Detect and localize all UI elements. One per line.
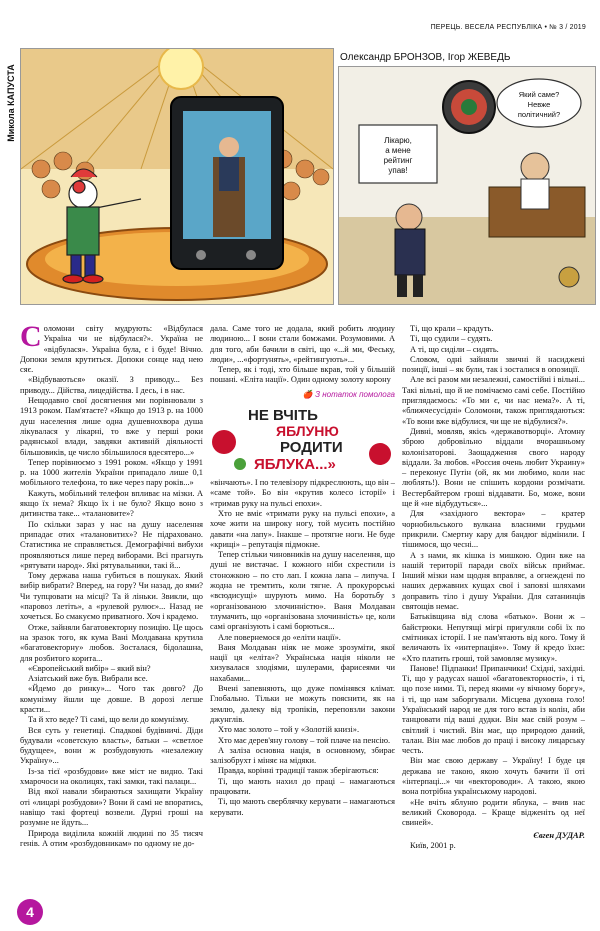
paragraph: Дивні, мовляв, якісь «державотворці». Атомну зброю добровільно віддали вчорашньому колонізаторові. Заощадження свого народу віддали. За любов. «Россия очень любит Украину» – переконує Путін (ой, як ми любимо, коли нас люблять!). Вони не спішить кордони розмічати. Вестербайтером гроші віддавати. Бо, може, вони ще й «не відбудуться»... <box>402 426 585 509</box>
svg-text:4: 4 <box>26 904 34 920</box>
svg-text:Який саме?: Який саме? <box>518 90 560 99</box>
article-column-1 <box>20 320 203 849</box>
article-column-2 <box>210 324 395 818</box>
article-column-3 <box>402 324 585 851</box>
paragraph: А з нами, як кішка із мишкою. Один вже на нашій території паради своїх військ приймає. Інший мізки нам щодня вправляє, а огнеждені по наших державних кущах свої і заповзі шляхами доправить тіло і душу України. Для сатанинців святощів немає. <box>402 550 585 612</box>
paragraph: Ті, що мають нахил до праці – намагаються працювати. <box>210 776 395 796</box>
title-line-1: НЕ ВЧІТЬ <box>248 407 318 425</box>
paragraph: Від якої навали збираються захищати Україну оті «лицарі розбудови»? Вони й самі не впоратись, навіщо такі фортеці возвели. Дурні гроші на розумне не йдуть... <box>20 787 203 828</box>
circus-tv-cartoon <box>20 48 334 305</box>
place-date: Київ, 2001 р. <box>410 840 456 850</box>
series-label: 🍎 З нотаток помолога <box>302 389 395 399</box>
paragraph: Тепер порівнюємо з 1991 роком. «Якщо у 1991 р. на 1000 жителів України припадало лише 0,1 мобільного телефона, то вже через пару років...» <box>20 457 203 488</box>
paragraph: Правда, корінні традиції також зберігаються: <box>218 766 379 776</box>
paragraph: Та й хто веде? Ті самі, що вели до комунізму. <box>28 715 189 725</box>
doctor-office-cartoon <box>338 66 596 305</box>
apple-icon: 🍎 <box>302 389 313 399</box>
magazine-header: ПЕРЕЦЬ. ВЕСЕЛА РЕСПУБЛІКА • № 3 / 2019 <box>430 24 586 31</box>
paragraph: Панове! Підпанки! Припанчики! Східні, західні. Ті, що у радусах нашої «багатовекторності», і ті, що позе ними. Ті, перед якими «у вічному боргу», і ті, що нам заборгували. Місцева духовна голо! Український народ не для того встав із колін, аби танцювати під ваші дудки. Він має свій розум – світлий і чистий. Він має, що природою даний, талан. Він має любов до праці і високу лицарську честь. <box>402 663 585 756</box>
drop-cap: С <box>20 320 42 353</box>
paragraph: «Не вчіть яблуню родити яблука, – вчив нас великий Сковорода. – Краще відженіть од неї свиней». <box>402 797 585 828</box>
svg-text:а мене: а мене <box>385 146 411 155</box>
paragraph: Тепер стільки чиновників на душу населення, що душі не вистачає. І кожного ніби схрестили із стоножкою – по сто лап. І кожна лапа – липуча. І жодна не тремтить, коли тягне. А прокурорські «всюдисущі» шурують мимо. На боротьбу з «організованою злочинністю». Ваня Молдаван тлумачить, що «організована злочинність» це, коли самі організують і самі борються... <box>210 550 395 632</box>
paragraph: «вінчають». І по телевізору підкреслюють, що він – «саме той». Бо він «крутив колесо історії» і «тримав руку на пульсі епохи». <box>210 478 395 508</box>
paragraph: «Європейський вибір» – який він? <box>28 663 151 673</box>
svg-text:упав!: упав! <box>388 166 408 175</box>
paragraph: Словом, одні зайняли звичні й насиджені позиції, інші – як були, так і зосталися в опозиції. <box>402 354 585 375</box>
svg-text:рейтинг: рейтинг <box>383 156 413 165</box>
paragraph: Отже, зайняли багатовекторну позицію. Це щось на зразок того, як кума Вані Молдавана крутила «багатовекторну» любов. Зосталася, бідолашна, для розбитого корита... <box>20 622 203 663</box>
paragraph: Він має свою державу – Україну! І буде ця держава не такою, якою хочуть бачити її оті «інтерпаці...» чи «вектороводи». А такою, якою вона потрібна українському народові. <box>402 756 585 797</box>
paragraph: Ті, що мають сверблячку керувати – намагаються керувати. <box>210 797 395 817</box>
paragraph: дала. Саме того не додала, який робить людину людиною... І вони стали бомжами. Розумовими. А для того, аби бачили в світі, що «...й ми, Феську, люди», ...«фортунять», «рейтингують»... <box>210 324 395 364</box>
paragraph: Тепер, як і тоді, хто більше вкрав, той у більшій пошані. «Еліта нації». Один одному золоту корону <box>210 365 395 385</box>
page-number <box>16 898 44 926</box>
paragraph: Ті, що крали – крадуть. <box>410 324 494 333</box>
paragraph: Нещодавно свої досягнення ми порівнювали з 1913 роком. Пам'ятаєте? «Якщо до 1913 р. на 1000 душ населення лише одна душевнохвора душа лікувалася у лікарні, то вже у перші роки радянської влади, завдяки активній діяльності більшовиків, це число збільшилося вдесятеро...» <box>20 396 203 457</box>
paragraph: Хто не вміє «тримати руку на пульсі епохи», а хоче жити на широку ногу, той мусить постійно давати «на лапу». Інакше – протягне ноги. Не буде «крищі» – репутація підмокне. <box>210 508 395 549</box>
title-line-4: ЯБЛУКА...» <box>254 456 336 473</box>
paragraph: Соломони світу мудрують: «Відбулася Україна чи не відбулася?». Україна не «відбулася». Україна була, є і буде! Вічно. Допоки земля крутиться. Допоки сонце над нею сяє. <box>20 320 203 375</box>
left-cartoon-author: Микола КАПУСТА <box>6 64 16 142</box>
right-cartoon-authors: Олександр БРОНЗОВ, Ігор ЖЕВЕДЬ <box>340 52 511 63</box>
svg-text:Лікарю,: Лікарю, <box>384 136 412 145</box>
paragraph: «Йдемо до ринку»... Чого так довго? До комунізму йшли ще довше. В дорозі легше красти... <box>20 684 203 714</box>
article-title <box>210 402 395 472</box>
paragraph: Вчені запевняють, що дуже помінявся клімат. Глобально. Тільки не можуть пояснити, як на землю, далеку від тропіків, переповзли закони джунглів. <box>210 684 395 724</box>
paragraph: Природа виділила кожній людині по 35 тисяч генів. А отим «розбудовникам» по одному не до- <box>20 828 203 848</box>
paragraph: Але повернемося до «еліти нації». <box>218 632 341 642</box>
paragraph: По скільки зараз у нас на душу населення припадає отих «талановитих»? Не підраховано. Статистика не справляється. Демографічні вибухи проявляються лише перед виборами. Всі прагнуть «рятувати народ». Які рятувальники, такі й... <box>20 519 203 570</box>
paragraph: А заліза основна нація, в основному, збирає залізобрухт і міняє на мідяки. <box>210 745 395 766</box>
paragraph: Хто має дерев'яну голову – той плаче на пенсію. <box>218 735 391 745</box>
title-line-3: РОДИТИ <box>280 439 343 457</box>
title-line-2: ЯБЛУНЮ <box>276 423 339 440</box>
svg-text:Невже: Невже <box>527 100 551 109</box>
paragraph: Ті, що судили – судять. <box>410 334 493 344</box>
paragraph: Але всі разом ми незалежні, самостійні і вільні... Такі вільні, що й не помічаємо самі себе. Постійно приглядаємось: «То ми є, чи нас нема?». А ті, «ближчесусідні» Соломони, також приглядаються: «То вони вже відбулися, чи ще не відбулися?». <box>402 375 585 426</box>
author-signature: Євген ДУДАР. <box>533 830 585 840</box>
paragraph: Із-за тієї «розбудови» вже міст не видно. Такі хмарочоси на околицях, такі замки, такі палаци... <box>20 766 203 787</box>
paragraph: Батьківщина від слова «батько». Вони ж – байстрюки. Непутящі мігрі пригуляли собі їх по смітниках історії. І не пам'ятають від кого. Тому й величають їх «интерпація»». Тому й кредо їхнє: «Хто платить гроші, той замовляє музику». <box>402 612 585 663</box>
paragraph: А ті, що сиділи – сидять. <box>410 344 499 354</box>
paragraph: «Відбуваються» оказії. З приводу... Без приводу... Дійства, лицедійства. І десь, і в нас. <box>20 375 203 395</box>
paragraph: Вся суть у генетиці. Спадкові будівничі. Діди будували «советскую власть», батьки – «светлое будущее», вони ж розбудовують «незалежну Україну»... <box>20 725 203 766</box>
paragraph: Ваня Молдаван ніяк не може зрозуміти, якої нації ця «еліта»? Українська нація ніколи не хизувалася злодіями, шулерами, фарисеями чи нахабами... <box>210 642 395 683</box>
paragraph: Азіатський вже був. Вибрали все. <box>28 674 148 684</box>
paragraph: Для «західного вектора» – кратер чорнобильського вулкана власними грудьми прикрили. Смертну кару для бандюг відмінили. І тішимося, що чесні... <box>402 509 585 550</box>
paragraph: Тому держава наша губиться в пошуках. Який вибір вибрати? Вперед, на гору? Чи назад, до ями? Чи тупцювати на місці? Та й ліньки. Звикли, що «паровоз летіть», а «рулевой рулює»... Назад не хочеться. Бо смакуємо приватного. Хоч і крадемо. <box>20 571 203 622</box>
svg-text:політичний?: політичний? <box>517 110 561 119</box>
paragraph: Хто має золото – той у «Золотій книзі». <box>218 725 360 735</box>
paragraph: Кажуть, мобільний телефон впливає на мізки. А якщо їх нема? Якщо їх і не було? Якщо воно з дитинства таке... «талановите»? <box>20 488 203 519</box>
